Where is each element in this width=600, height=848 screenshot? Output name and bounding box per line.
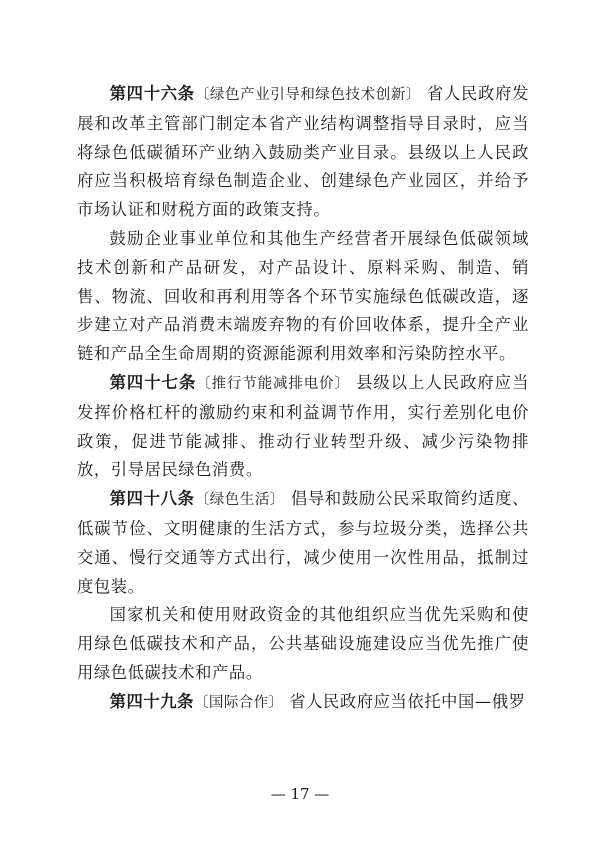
article-47-paragraph xyxy=(77,369,529,485)
document-body xyxy=(77,80,529,718)
article-title: 〔绿色产业引导和绿色技术创新〕 xyxy=(194,87,421,103)
article-49-paragraph xyxy=(77,688,529,718)
article-text: 倡导和鼓励公民采取简约适度、低碳节俭、文明健康的生活方式，参与垃圾分类，选择公共交通、慢行交通等方式出行，减少使用一次性用品，抵制过度包装。 xyxy=(77,489,529,596)
paragraph-text: 鼓励企业事业单位和其他生产经营者开展绿色低碳领域技术创新和产品研发，对产品设计、原料采购、制造、销售、物流、回收和再利用等各个环节实施绿色低碳改造，逐步建立对产品消费末端废弃物的有价回收体系，提升全产业链和产品全生命周期的资源能源利用效率和污染防控水平。 xyxy=(77,228,529,364)
page-number: — 17 — xyxy=(270,785,330,803)
article-48-paragraph xyxy=(77,485,529,601)
article-title: 〔绿色生活〕 xyxy=(194,492,285,509)
article-text: 省人民政府发展和改革主管部门制定本省产业结构调整指导目录时，应当将绿色低碳循环产业纳入鼓励类产业目录。县级以上人民政府应当积极培育绿色制造企业、创建绿色产业园区，并给予市场认证和财税方面的政策支持。 xyxy=(77,84,529,220)
article-text: 县级以上人民政府应当发挥价格杠杆的激励约束和利益调节作用，实行差别化电价政策，促进节能减排、推动行业转型升级、减少污染物排放，引导居民绿色消费。 xyxy=(77,372,529,480)
article-text: 省人民政府应当依托中国—俄罗 xyxy=(289,691,526,711)
article-number: 第四十七条 xyxy=(109,372,197,392)
paragraph-text: 国家机关和使用财政资金的其他组织应当优先采购和使用绿色低碳技术和产品，公共基础设施建设应当优先推广使用绿色低碳技术和产品。 xyxy=(77,605,529,682)
article-title: 〔国际合作〕 xyxy=(194,694,284,711)
article-title: 〔推行节能减排电价〕 xyxy=(196,375,350,392)
article-46-paragraph-2 xyxy=(77,225,529,369)
article-number: 第四十八条 xyxy=(109,489,195,509)
article-number: 第四十九条 xyxy=(109,691,195,711)
article-48-paragraph-2 xyxy=(77,601,529,687)
article-number: 第四十六条 xyxy=(109,84,195,103)
article-46-paragraph xyxy=(77,80,529,225)
